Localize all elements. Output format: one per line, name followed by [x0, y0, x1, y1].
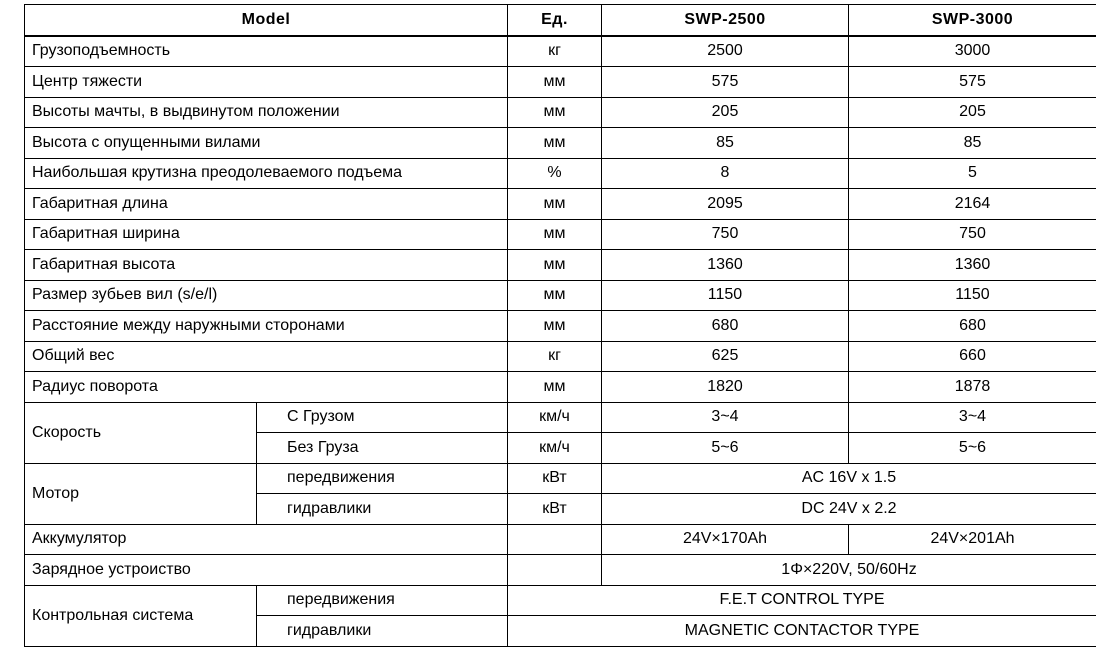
battery-value-swp3000: 24V×201Ah [849, 524, 1096, 555]
table-row [25, 219, 1096, 250]
row-value-swp2500: 1820 [602, 372, 849, 403]
row-unit: мм [508, 372, 602, 403]
speed-value-swp3000: 5~6 [849, 433, 1096, 464]
row-unit: мм [508, 311, 602, 342]
row-unit: мм [508, 97, 602, 128]
control-value: MAGNETIC CONTACTOR TYPE [508, 616, 1096, 647]
row-value-swp3000: 750 [849, 219, 1096, 250]
row-value-swp3000: 1150 [849, 280, 1096, 311]
control-label: Контрольная система [25, 585, 257, 646]
row-value-swp3000: 1878 [849, 372, 1096, 403]
charger-unit [508, 555, 602, 586]
speed-sub-label: Без Груза [257, 433, 508, 464]
row-value-swp2500: 85 [602, 128, 849, 159]
row-value-swp2500: 2095 [602, 189, 849, 220]
row-value-swp3000: 1360 [849, 250, 1096, 281]
table-row [25, 36, 1096, 67]
row-unit: мм [508, 250, 602, 281]
row-value-swp2500: 680 [602, 311, 849, 342]
row-value-swp3000: 205 [849, 97, 1096, 128]
table-row [25, 311, 1096, 342]
table-row [25, 128, 1096, 159]
row-value-swp2500: 750 [602, 219, 849, 250]
speed-unit: км/ч [508, 402, 602, 433]
row-label: Размер зубьев вил (s/e/l) [25, 280, 508, 311]
row-label: Габаритная высота [25, 250, 508, 281]
row-label: Высота с опущенными вилами [25, 128, 508, 159]
row-value-swp3000: 575 [849, 67, 1096, 98]
row-label: Радиус поворота [25, 372, 508, 403]
row-unit: % [508, 158, 602, 189]
battery-label: Аккумулятор [25, 524, 508, 555]
charger-value: 1Φ×220V, 50/60Hz [602, 555, 1096, 586]
charger-label: Зарядное устроиство [25, 555, 508, 586]
battery-row [25, 524, 1096, 555]
row-label: Общий вес [25, 341, 508, 372]
battery-unit [508, 524, 602, 555]
row-value-swp2500: 575 [602, 67, 849, 98]
battery-value-swp2500: 24V×170Ah [602, 524, 849, 555]
header-swp3000: SWP-3000 [849, 5, 1096, 36]
motor-value: DC 24V x 2.2 [602, 494, 1096, 525]
row-unit: мм [508, 67, 602, 98]
table-row [25, 341, 1096, 372]
motor-unit: кВт [508, 494, 602, 525]
speed-unit: км/ч [508, 433, 602, 464]
row-unit: мм [508, 219, 602, 250]
table-row [25, 97, 1096, 128]
row-label: Грузоподъемность [25, 36, 508, 67]
row-value-swp3000: 5 [849, 158, 1096, 189]
row-value-swp2500: 2500 [602, 36, 849, 67]
speed-value-swp3000: 3~4 [849, 402, 1096, 433]
header-row [25, 5, 1096, 36]
row-label: Габаритная длина [25, 189, 508, 220]
row-value-swp2500: 625 [602, 341, 849, 372]
row-label: Центр тяжести [25, 67, 508, 98]
row-unit: мм [508, 128, 602, 159]
row-value-swp3000: 85 [849, 128, 1096, 159]
motor-value: AC 16V x 1.5 [602, 463, 1096, 494]
table-row [25, 158, 1096, 189]
control-sub-label: передвижения [257, 585, 508, 616]
header-model: Model [25, 5, 508, 36]
speed-sub-label: С Грузом [257, 402, 508, 433]
row-label: Высоты мачты, в выдвинутом положении [25, 97, 508, 128]
row-value-swp2500: 205 [602, 97, 849, 128]
row-value-swp2500: 1150 [602, 280, 849, 311]
row-value-swp2500: 1360 [602, 250, 849, 281]
speed-row-loaded [25, 402, 1096, 433]
row-label: Наибольшая крутизна преодолеваемого подъема [25, 158, 508, 189]
motor-sub-label: гидравлики [257, 494, 508, 525]
row-label: Габаритная ширина [25, 219, 508, 250]
table-row [25, 189, 1096, 220]
table-row [25, 280, 1096, 311]
control-sub-label: гидравлики [257, 616, 508, 647]
control-value: F.E.T CONTROL TYPE [508, 585, 1096, 616]
control-row-drive [25, 585, 1096, 616]
row-value-swp3000: 660 [849, 341, 1096, 372]
row-unit: мм [508, 189, 602, 220]
table-row [25, 67, 1096, 98]
header-swp2500: SWP-2500 [602, 5, 849, 36]
row-label: Расстояние между наружными сторонами [25, 311, 508, 342]
table-row [25, 250, 1096, 281]
row-value-swp3000: 2164 [849, 189, 1096, 220]
speed-label: Скорость [25, 402, 257, 463]
row-unit: кг [508, 36, 602, 67]
motor-row-drive [25, 463, 1096, 494]
row-value-swp3000: 3000 [849, 36, 1096, 67]
charger-row [25, 555, 1096, 586]
row-unit: мм [508, 280, 602, 311]
speed-value-swp2500: 3~4 [602, 402, 849, 433]
motor-unit: кВт [508, 463, 602, 494]
header-unit: Ед. [508, 5, 602, 36]
row-unit: кг [508, 341, 602, 372]
motor-label: Мотор [25, 463, 257, 524]
motor-sub-label: передвижения [257, 463, 508, 494]
speed-value-swp2500: 5~6 [602, 433, 849, 464]
spec-table [24, 4, 1096, 647]
table-row [25, 372, 1096, 403]
row-value-swp3000: 680 [849, 311, 1096, 342]
row-value-swp2500: 8 [602, 158, 849, 189]
